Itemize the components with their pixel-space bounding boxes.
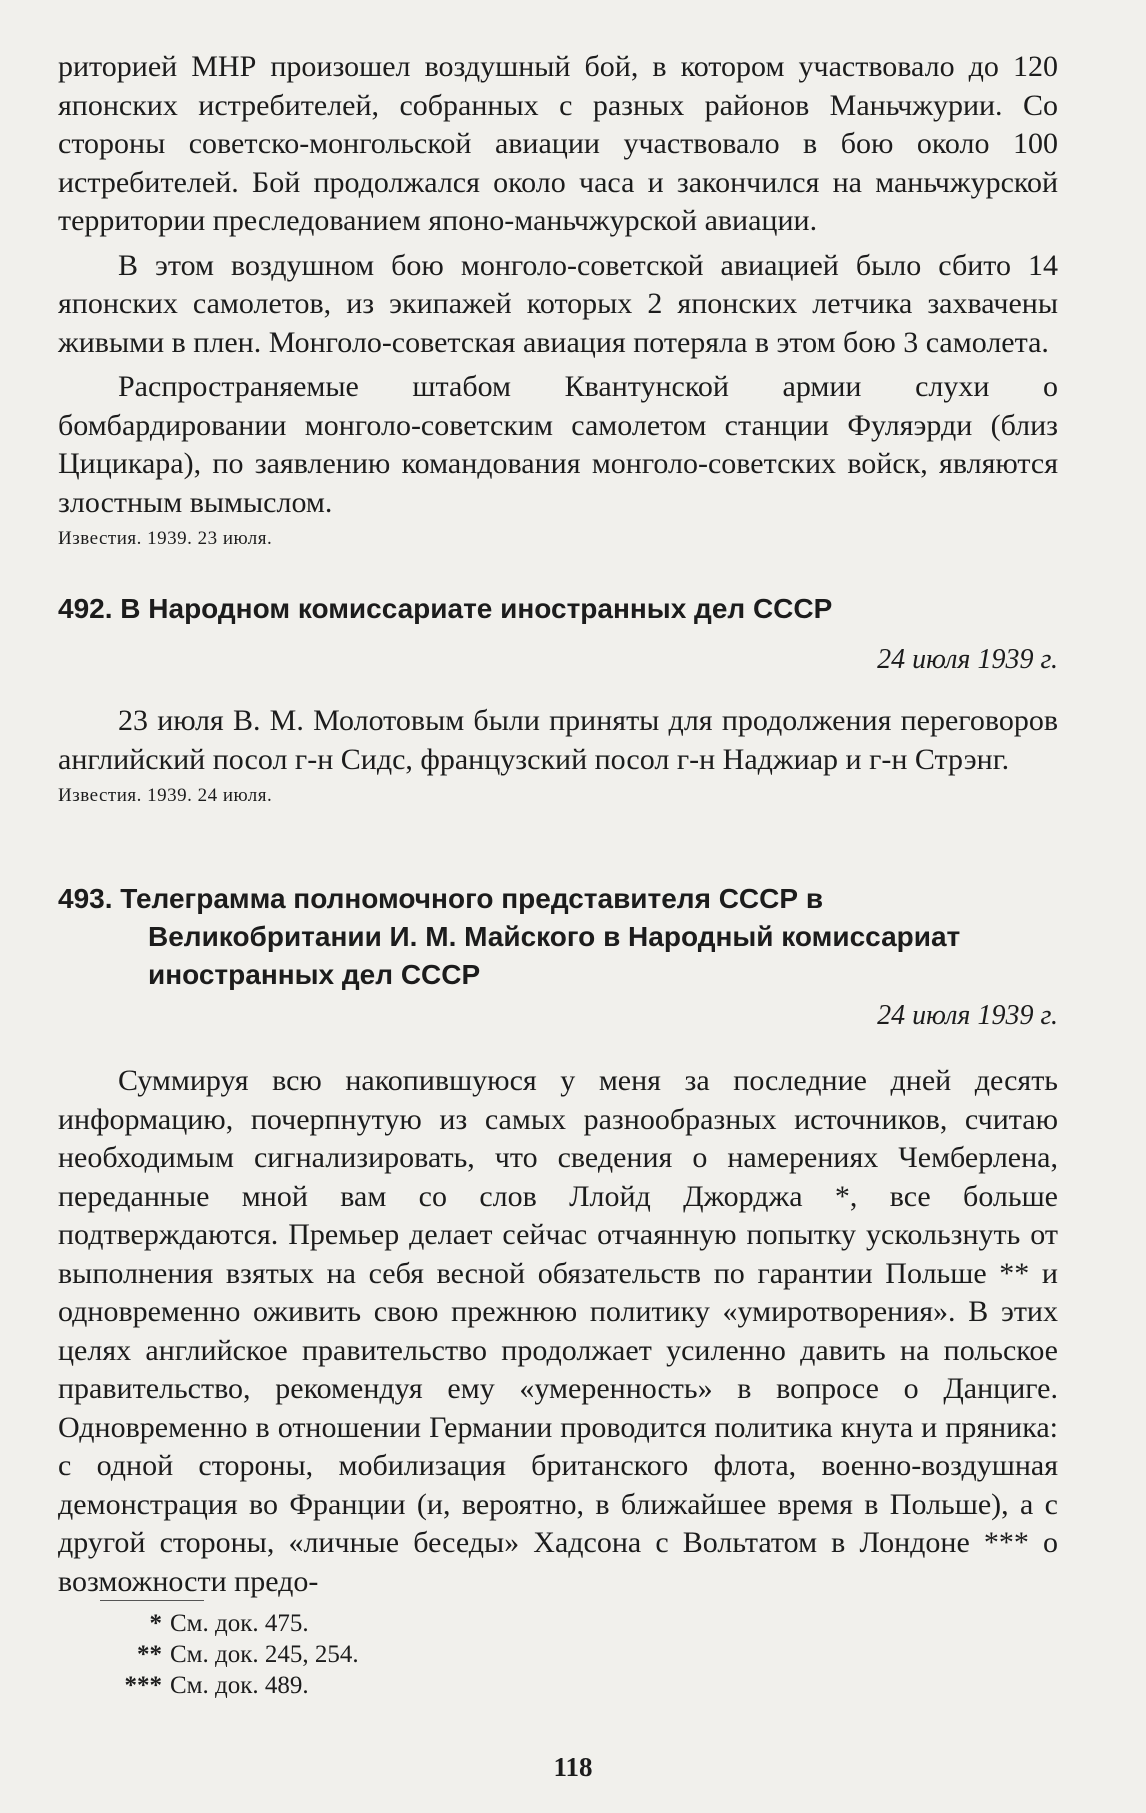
footnote-mark: **: [137, 1641, 162, 1668]
doc-492-date: 24 июля 1939 г.: [877, 644, 1058, 675]
doc-492-text: 23 июля В. М. Молотовым были приняты для продолжения переговоров английский посол г-н Сидс, французский посол г-н Наджиар и г-н Стрэнг.: [58, 704, 1058, 776]
footnote-2: [58, 1639, 1058, 1670]
footnote-mark: ***: [124, 1672, 162, 1699]
doc-492: [58, 590, 1058, 807]
intro-section: [58, 48, 1058, 550]
page-number: 118: [553, 1752, 593, 1782]
footnote-text: См. док. 489.: [170, 1672, 309, 1699]
footnote-text: См. док. 475.: [170, 1610, 309, 1637]
doc-492-heading: 492. В Народном комиссариате иностранных дел СССР: [58, 593, 833, 624]
doc-492-source: Известия. 1939. 24 июля.: [58, 785, 273, 806]
doc-493: [58, 880, 1058, 1601]
intro-paragraph-1: риторией МНР произошел воздушный бой, в котором участвовало до 120 японских истребителей, собранных с разных районов Маньчжурии. Со стороны советско-монгольской авиации участвовало в бою около 100 истребителей. Бой продолжался около часа и закончился на маньчжурской территории преследованием японо-маньчжурской авиации.: [58, 50, 1058, 237]
doc-493-heading: 493. Телеграмма полномочного представителя СССР в Великобритании И. М. Майского в Народный комиссариат иностранных дел СССР: [58, 883, 961, 990]
doc-493-text: Суммируя всю накопившуюся у меня за последние дней десять информацию, почерпнутую из самых разнообразных источников, считаю необходимым сигнализировать, что сведения о намерениях Чемберлена, переданные мной вам со слов Ллойд Джорджа *, все больше подтверждаются. Премьер делает сейчас отчаянную попытку ускользнуть от выполнения взятых на себя весной обязательств по гарантии Польше ** и одновременно оживить свою прежнюю политику «умиротворения». В этих целях английское правительство продолжает усиленно давить на польское правительство, рекомендуя ему «умеренность» в вопросе о Данциге. Одновременно в отношении Германии проводится политика кнута и пряника: с одной стороны, мобилизация британского флота, военно-воздушная демонстрация во Франции (и, вероятно, в ближайшее время в Польше), а с другой стороны, «личные беседы» Хадсона с Вольтатом в Лондоне *** о возможности предо-: [58, 1064, 1058, 1598]
footnote-text: См. док. 245, 254.: [170, 1641, 359, 1668]
footnote-rule: [100, 1600, 204, 1601]
intro-paragraph-2: В этом воздушном бою монголо-советской авиацией было сбито 14 японских самолетов, из экипажей которых 2 японских летчика захвачены живыми в плен. Монголо-советская авиация потеряла в этом бою 3 самолета.: [58, 248, 1058, 359]
intro-paragraph-3: Распространяемые штабом Квантунской армии слухи о бомбардировании монголо-советским самолетом станции Фуляэрди (близ Цицикара), по заявлению командования монголо-советских войск, являются злостным вымыслом.: [58, 370, 1058, 519]
doc-493-date: 24 июля 1939 г.: [877, 1000, 1058, 1031]
intro-source: Известия. 1939. 23 июля.: [58, 528, 273, 549]
footnote-1: [58, 1608, 1058, 1639]
footnote-3: [58, 1670, 1058, 1701]
footnotes: [58, 1608, 1058, 1701]
footnote-mark: *: [149, 1610, 162, 1637]
